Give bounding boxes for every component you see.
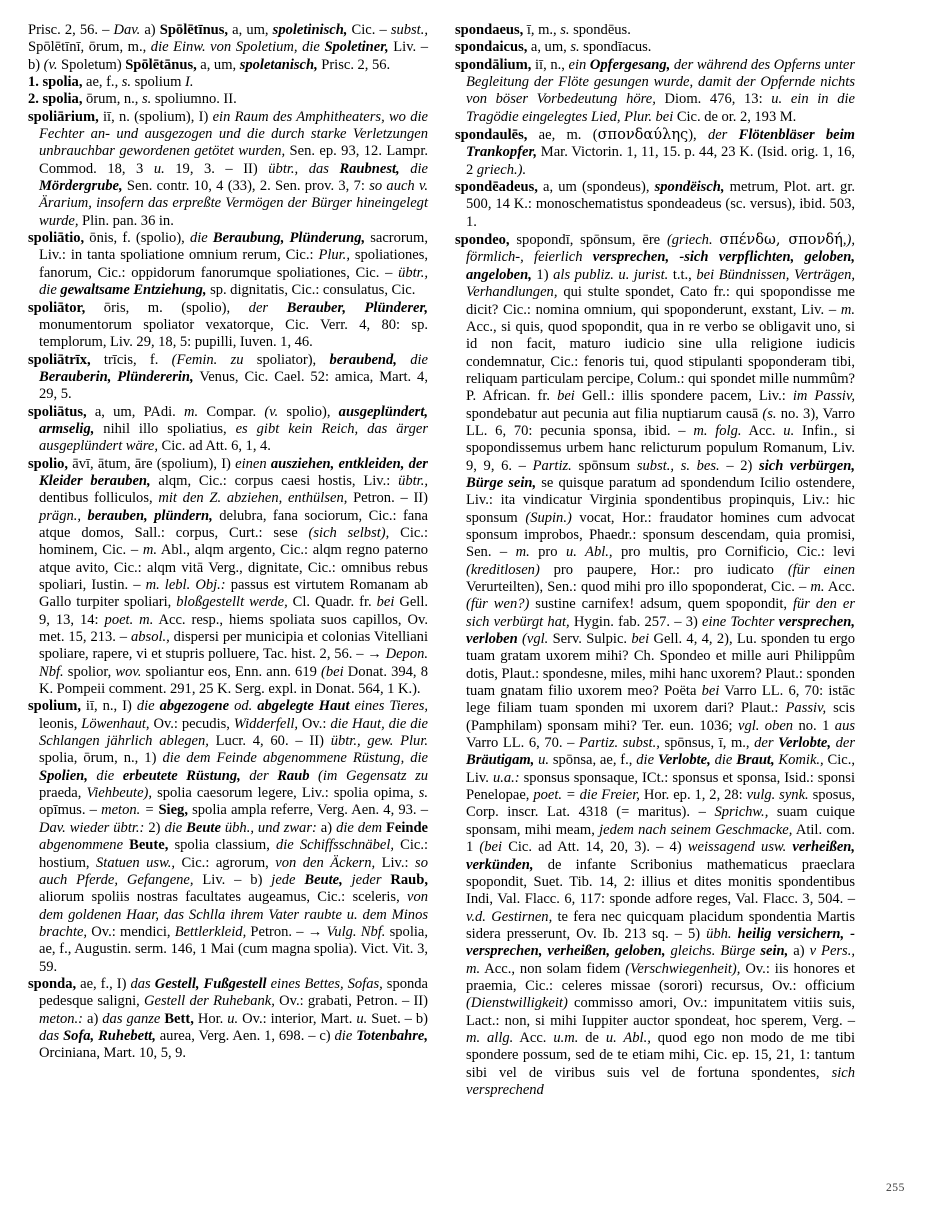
right-column (455, 22, 855, 1099)
dictionary-entry: spoliārium, iī, n. (spolium), I) ein Raum des Amphitheaters, wo die Fechter an- und ausgezogen und die durch starke Verletzungen unbrauchbar gewordenen getötet wurden, Sen. ep. 93, 12. Lampr. Commod. 18, 3 u. 19, 3. – II) übtr., das Raubnest, die Mördergrube, Sen. contr. 10, 4 (33), 2. Sen. prov. 3, 7: so auch v. Ärarium, insofern das erpreßte Vermögen der Bürger hineingelegt wurde, Plin. pan. 36 in. (28, 108, 428, 229)
dictionary-entry: spondaeus, ī, m., s. spondēus. (455, 22, 631, 38)
dictionary-entry: 2. spolia, ōrum, n., s. spoliumno. II. (28, 91, 237, 108)
left-column (28, 22, 428, 1063)
dictionary-entry: spoliātio, ōnis, f. (spolio), die Beraubung, Plünderung, sacrorum, Liv.: in tanta spoliatione omnium rerum, Cic.: Plur., spoliationes, fanorum, Cic.: oppidorum fanorumque spoliationes, Cic. – übtr., die gewaltsame Entziehung, sp. dignitatis, Cic.: consulatus, Cic. (28, 230, 429, 299)
dictionary-entry: spoliātus, a, um, PAdi. m. Compar. (v. spolio), ausgeplündert, armselig, nihil illo spoliatius, es gibt kein Reich, das ärger ausgeplündert wäre, Cic. ad Att. 6, 1, 4. (28, 403, 428, 455)
dictionary-entry: spolio, āvī, ātum, āre (spolium), I) einen ausziehen, entkleiden, der Kleider berauben, alqm, Cic.: corpus caesi hostis, Liv.: übtr., dentibus folliculos, mit den Z. abziehen, enthülsen, Petron. – II) prägn., berauben, plündern, delubra, fana sociorum, Cic.: fana atque domos, Sall.: corpus, Curt.: sese (sich selbst), Cic.: hominem, Cic. – m. Abl., alqm argento, Cic.: alqm regno paterno atque avito, Cic.: alqm vitā Verg., dignitate, Cic.: omnibus rebus spoliari, Iustin. – m. lebl. Obj.: passus est virtutem Romanam ab Gallo turpiter spoliari, bloßgestellt werde, Cl. Quadr. fr. bei Gell. 9, 13, 14: poet. m. Acc. resp., hiems spoliata suos capillos, Ov. met. 15, 213. – absol., dispersi per municipia et colonias Vitelliani spoliare, rapere, vi et stupris polluere, Tac. hist. 2, 56. – → Depon. Nbf. spolior, wov. spoliantur eos, Enn. ann. 619 (bei Donat. 394, 8 K. Pompeii comment. 291, 25 K. Serg. expl. in Donat. 564, 1 K.). (28, 455, 428, 698)
two-column-body (28, 22, 907, 1099)
dictionary-entry: spondaulēs, ae, m. (σπονδαύλης), der Flötenbläser beim Trankopfer, Mar. Victorin. 1, 11, 15. p. 44, 23 K. (Isid. orig. 1, 16, 2 griech.). (455, 126, 855, 178)
dictionary-entry: spondeo, spopondī, spōnsum, ēre (griech. σπένδω, σπονδή,), förmlich-, feierlich versprechen, -sich verpflichten, geloben, angeloben, 1) als publiz. u. jurist. t.t., bei Bündnissen, Verträgen, Verhandlungen, qui stulte spondet, Cato fr.: qui spopondisse me dicit? Cic.: nomina omnium, qui spoponderunt, exstant, Liv. – m. Acc., si quis, quod spopondit, qua in re verbo se obligavit uno, si id non facit, maturo iudicio sine ulla religione iudicis condemnatur, Cic.: fenoris tui, quod stipulanti spoponderam tibi, reliquam particulam percipe, Colum.: qui spondet mille nummûm? P. African. fr. bei Gell.: illis spondere pacem, Liv.: im Passiv, spondebatur aut pecunia aut filia nuptiarum causā (s. no. 3), Varro LL. 6, 70: pecunia sponsa, ibid. – m. folg. Acc. u. Infin., si spopondissemus urbem hanc relicturum populum Romanum, Liv. 9, 9, 6. – Partiz. spōnsum subst., s. bes. – 2) sich verbürgen, Bürge sein, se quisque paratum ad spondendum Icilio ostendere, Liv.: ita vindicatur Virginia spondentibus propinquis, Liv.: hic sponsum (Supin.) vocat, Hor.: fraudator homines cum advocat sponsum improbos, Phaedr.: sponsum descendam, quia promisi, Sen. – m. pro u. Abl., pro multis, pro Cornificio, Cic.: levi (kreditlosen) pro paupere, Hor.: pro iudicato (für einen Verurteilten), Sen.: quod mihi pro illo spoponderat, Cic. – m. Acc. (für wen?) sustine carnifex! adsum, quem spopondit, für den er sich verbürgt hat, Hygin. fab. 257. – 3) eine Tochter versprechen, verloben (vgl. Serv. Sulpic. bei Gell. 4, 4, 2), Lu. sponden tu ergo tuam gratam uxorem mihi? Ch. Spondeo et mille auri Philippûm dotis, Plaut.: spondesne, miles, mihi hanc uxorem? Plaut.: sponden tuam gnatam filio uxorem meo? Poëta bei Varro LL. 6, 70: istāc lege filiam tuam sponden mi uxorem dari? Plaut.: Passiv, scis (Pamphilam) sponsam mihi? Ter. eun. 1036; vgl. oben no. 1 aus Varro LL. 6, 70. – Partiz. subst., spōnsus, ī, m., der Verlobte, der Bräutigam, u. spōnsa, ae, f., die Verlobte, die Braut, Komik., Cic., Liv. u.a.: sponsus sponsaque, ICt.: sponsus et sponsa, Isid.: sponsi Penelopae, poet. = die Freier, Hor. ep. 1, 2, 28: vulg. synk. sposus, Corp. inscr. Lat. 4318 (= maritus). – Sprichw., suam cuique sponsam, mihi meam, jedem nach seinem Geschmacke, Atil. com. 1 (bei Cic. ad Att. 14, 20, 3). – 4) weissagend usw. verheißen, verkünden, de infante Scribonius mathematicus praeclara spopondit, Suet. Tib. 14, 2: illius et dites monitis spondentibus Indi, Val. Flacc. 6, 117: sponde adfore reges, Val. Flacc. 3, 504. – v.d. Gestirnen, te fera nec quicquam placidum spondentia Martis sidera presserunt, Ov. Ib. 213 sq. – 5) übh. heilig versichern, -versprechen, verheißen, geloben, gleichs. Bürge sein, a) v Pers., m. Acc., non solam fidem (Verschwiegenheit), Ov.: iis honores et praemia, Cic.: celeres missae (sorori) recursus, Ov.: officium (Dienstwilligkeit) commisso amori, Ov.: impunitatem vitiis suis, Lact.: non, si mihi Iuppiter auctor spondeat, hoc sperem, Verg. – m. allg. Acc. u.m. de u. Abl., quod ego non modo de me tibi spondere possum, sed de te etiam mihi, Cic. ep. 15, 21, 1: tantum sibi vel de viribus suis vel de fortuna spondentes, sich versprechend (455, 231, 856, 1098)
dictionary-entry: 1. spolia, ae, f., s. spolium I. (28, 74, 194, 91)
page-number: 255 (885, 1182, 905, 1194)
dictionary-entry: spondaicus, a, um, s. spondīacus. (455, 39, 652, 56)
dictionary-entry: spondēadeus, a, um (spondeus), spondëisch, metrum, Plot. art. gr. 500, 14 K.: monoschematistus spondeadeus (sc. versus), ibid. 503, 1. (455, 179, 855, 230)
dictionary-entry: sponda, ae, f., I) das Gestell, Fußgestell eines Bettes, Sofas, sponda pedesque saligni, Gestell der Ruhebank, Ov.: grabati, Petron. – II) meton.: a) das ganze Bett, Hor. u. Ov.: interior, Mart. u. Suet. – b) das Sofa, Ruhebett, aurea, Verg. Aen. 1, 698. – c) die Totenbahre, Orciniana, Mart. 10, 5, 9. (28, 975, 429, 1062)
dictionary-entry: spolium, iī, n., I) die abgezogene od. abgelegte Haut eines Tieres, leonis, Löwenhaut, Ov.: pecudis, Widderfell, Ov.: die Haut, die die Schlangen jährlich ablegen, Lucr. 4, 60. – II) übtr., gew. Plur. spolia, ōrum, n., 1) die dem Feinde abgenommene Rüstung, die Spolien, die erbeutete Rüstung, der Raub (im Gegensatz zu praeda, Viehbeute), spolia caesorum legere, Liv.: spolia opima, s. opīmus. – meton. = Sieg, spolia ampla referre, Verg. Aen. 4, 93. – Dav. wieder übtr.: 2) die Beute übh., und zwar: a) die dem Feinde abgenommene Beute, spolia classium, die Schiffsschnäbel, Cic.: hostium, Statuen usw., Cic.: agrorum, von den Äckern, Liv.: so auch Pferde, Gefangene, Liv. – b) jede Beute, jeder Raub, aliorum spoliis nostras facultates augeamus, Cic.: sceleris, von dem goldenen Haar, das Schlla ihrem Vater raubte u. dem Minos brachte, Ov.: mendici, Bettlerkleid, Petron. – → Vulg. Nbf. spolia, ae, f., Augustin. serm. 146, 1 Mai (cum magna spolia). Vict. Vit. 3, 59. (28, 698, 429, 975)
dictionary-entry: spondālium, iī, n., ein Opfergesang, der während des Opferns unter Begleitung der Flöte gesungen wurde, damit der Opfernde nichts von böser Vorbedeutung höre, Diom. 476, 13: u. ein in die Tragödie eingelegtes Lied, Plur. bei Cic. de or. 2, 193 M. (455, 56, 855, 125)
dictionary-entry: Prisc. 2, 56. – Dav. a) Spōlētīnus, a, um, spoletinisch, Cic. – subst., Spōlētīnī, ōrum, m., die Einw. von Spoletium, die Spoletiner, Liv. – b) (v. Spoletum) Spōlētānus, a, um, spoletanisch, Prisc. 2, 56. (28, 22, 428, 73)
dictionary-entry: spoliātrīx, trīcis, f. (Femin. zu spoliator), beraubend, die Berauberin, Plündererin, Venus, Cic. Cael. 52: amica, Mart. 4, 29, 5. (28, 351, 428, 403)
dictionary-entry: spoliātor, ōris, m. (spolio), der Berauber, Plünderer, monumentorum spoliator vexatorque, Cic. Verr. 4, 80: sp. templorum, Liv. 29, 18, 5: pupilli, Iuven. 1, 46. (28, 299, 428, 351)
